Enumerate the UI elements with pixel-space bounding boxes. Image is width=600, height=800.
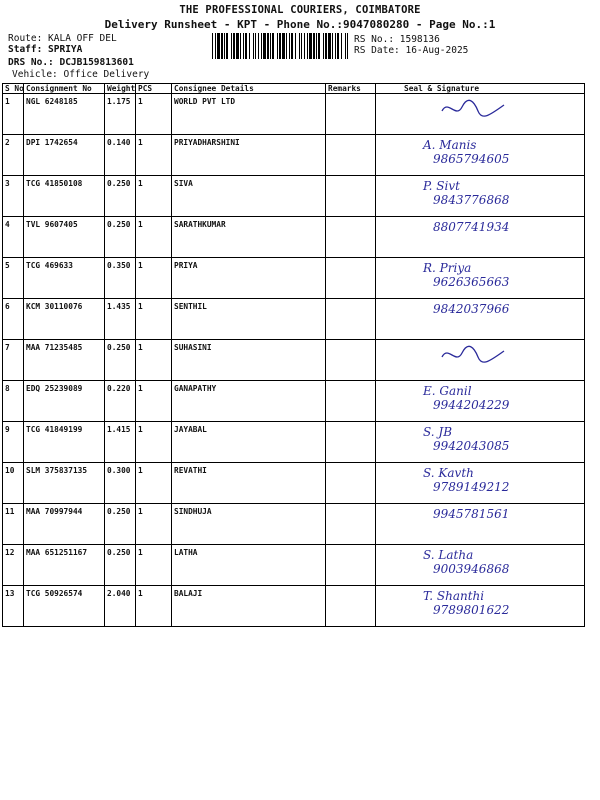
signature-phone: 9945781561	[433, 507, 510, 521]
signature-name: T. Shanthi	[423, 589, 485, 603]
table-row	[3, 586, 585, 627]
signature-phone: 9789801622	[433, 603, 510, 617]
consignment-cell: TVL 9607405	[24, 217, 105, 258]
sno-cell: 13	[3, 586, 24, 627]
consignment-cell: TCG 41850108	[24, 176, 105, 217]
pcs-cell: 1	[136, 176, 172, 217]
col-consignee-header: Consignee Details	[172, 84, 326, 94]
signature-cell	[376, 422, 585, 463]
remarks-cell	[326, 504, 376, 545]
sno-cell: 1	[3, 94, 24, 135]
remarks-cell	[326, 586, 376, 627]
staff-label: Staff: SPRIYA	[8, 44, 83, 55]
signature-cell	[376, 135, 585, 176]
pcs-cell: 1	[136, 94, 172, 135]
barcode-image	[212, 33, 350, 59]
consignment-cell: MAA 70997944	[24, 504, 105, 545]
signature-name: P. Sivt	[423, 179, 460, 193]
weight-cell: 1.415	[105, 422, 136, 463]
table-header-row	[3, 84, 585, 94]
sno-cell: 10	[3, 463, 24, 504]
signature-phone: 8807741934	[433, 220, 510, 234]
consignee-cell: PRIYA	[172, 258, 326, 299]
signature-phone: 9865794605	[433, 152, 510, 166]
table-row	[3, 504, 585, 545]
table-row	[3, 94, 585, 135]
rs-number: RS No.: 1598136	[354, 34, 440, 45]
signature-cell	[376, 258, 585, 299]
table-row	[3, 545, 585, 586]
table-row	[3, 176, 585, 217]
remarks-cell	[326, 422, 376, 463]
col-seal-header: Seal & Signature	[376, 84, 585, 94]
rs-date: RS Date: 16-Aug-2025	[354, 45, 469, 56]
table-row	[3, 299, 585, 340]
col-sno-header: S No	[3, 84, 24, 94]
consignment-cell: MAA 651251167	[24, 545, 105, 586]
sno-cell: 8	[3, 381, 24, 422]
weight-cell: 0.250	[105, 340, 136, 381]
consignee-cell: REVATHI	[172, 463, 326, 504]
pcs-cell: 1	[136, 299, 172, 340]
consignee-cell: SINDHUJA	[172, 504, 326, 545]
consignee-cell: WORLD PVT LTD	[172, 94, 326, 135]
signature-name: S. JB	[423, 425, 453, 439]
sheet-subtitle: Delivery Runsheet - KPT - Phone No.:9047080280 - Page No.:1	[104, 18, 496, 31]
remarks-cell	[326, 94, 376, 135]
signature-phone: 9003946868	[433, 562, 510, 576]
weight-cell: 0.250	[105, 545, 136, 586]
consignee-cell: GANAPATHY	[172, 381, 326, 422]
signature-cell	[376, 586, 585, 627]
consignee-cell: LATHA	[172, 545, 326, 586]
signature-phone: 9942043085	[433, 439, 510, 453]
table-row	[3, 381, 585, 422]
consignment-cell: TCG 41849199	[24, 422, 105, 463]
consignee-cell: SUHASINI	[172, 340, 326, 381]
drs-number: DRS No.: DCJB159813601	[8, 57, 134, 68]
pcs-cell: 1	[136, 217, 172, 258]
sno-cell: 9	[3, 422, 24, 463]
pcs-cell: 1	[136, 504, 172, 545]
signature-name: E. Ganil	[423, 384, 472, 398]
signature-cell	[376, 94, 585, 135]
signature-cell	[376, 299, 585, 340]
col-pcs-header: PCS	[136, 84, 172, 94]
weight-cell: 0.220	[105, 381, 136, 422]
pcs-cell: 1	[136, 258, 172, 299]
signature-phone: 9843776868	[433, 193, 510, 207]
signature-cell	[376, 176, 585, 217]
consignment-cell: TCG 469633	[24, 258, 105, 299]
sno-cell: 12	[3, 545, 24, 586]
signature-name: S. Latha	[423, 548, 474, 562]
weight-cell: 0.250	[105, 176, 136, 217]
consignment-cell: MAA 71235485	[24, 340, 105, 381]
consignee-cell: JAYABAL	[172, 422, 326, 463]
remarks-cell	[326, 545, 376, 586]
sno-cell: 7	[3, 340, 24, 381]
signature-cell	[376, 340, 585, 381]
pcs-cell: 1	[136, 545, 172, 586]
consignee-cell: PRIYADHARSHINI	[172, 135, 326, 176]
consignee-cell: SIVA	[172, 176, 326, 217]
sno-cell: 3	[3, 176, 24, 217]
signature-phone: 9789149212	[433, 480, 510, 494]
table-row	[3, 135, 585, 176]
pcs-cell: 1	[136, 586, 172, 627]
sno-cell: 4	[3, 217, 24, 258]
signature-cell	[376, 463, 585, 504]
signature-scribble	[438, 97, 508, 119]
remarks-cell	[326, 340, 376, 381]
remarks-cell	[326, 217, 376, 258]
consignee-cell: BALAJI	[172, 586, 326, 627]
signature-cell	[376, 545, 585, 586]
table-row	[3, 340, 585, 381]
signature-name: S. Kavth	[423, 466, 474, 480]
weight-cell: 0.350	[105, 258, 136, 299]
sno-cell: 5	[3, 258, 24, 299]
remarks-cell	[326, 463, 376, 504]
sno-cell: 2	[3, 135, 24, 176]
remarks-cell	[326, 299, 376, 340]
remarks-cell	[326, 135, 376, 176]
pcs-cell: 1	[136, 381, 172, 422]
weight-cell: 0.250	[105, 504, 136, 545]
signature-phone: 9944204229	[433, 398, 510, 412]
sheet-title: THE PROFESSIONAL COURIERS, COIMBATORE	[179, 4, 421, 16]
signature-scribble	[438, 343, 508, 365]
col-remarks-header: Remarks	[326, 84, 376, 94]
signature-phone: 9626365663	[433, 275, 510, 289]
pcs-cell: 1	[136, 135, 172, 176]
vehicle-label: Vehicle: Office Delivery	[12, 69, 150, 80]
signature-cell	[376, 381, 585, 422]
table-row	[3, 463, 585, 504]
remarks-cell	[326, 381, 376, 422]
consignment-cell: EDQ 25239089	[24, 381, 105, 422]
col-weight-header: Weight	[105, 84, 136, 94]
weight-cell: 1.175	[105, 94, 136, 135]
col-consignment-header: Consignment No	[24, 84, 105, 94]
pcs-cell: 1	[136, 463, 172, 504]
consignee-cell: SARATHKUMAR	[172, 217, 326, 258]
consignment-cell: TCG 50926574	[24, 586, 105, 627]
consignee-cell: SENTHIL	[172, 299, 326, 340]
table-row	[3, 422, 585, 463]
signature-name: R. Priya	[423, 261, 472, 275]
consignment-cell: DPI 1742654	[24, 135, 105, 176]
signature-name: A. Manis	[423, 138, 477, 152]
pcs-cell: 1	[136, 340, 172, 381]
weight-cell: 1.435	[105, 299, 136, 340]
weight-cell: 0.140	[105, 135, 136, 176]
weight-cell: 2.040	[105, 586, 136, 627]
weight-cell: 0.300	[105, 463, 136, 504]
remarks-cell	[326, 258, 376, 299]
consignment-cell: SLM 375837135	[24, 463, 105, 504]
sno-cell: 6	[3, 299, 24, 340]
table-row	[3, 258, 585, 299]
runsheet-table	[2, 83, 585, 627]
consignment-cell: KCM 30110076	[24, 299, 105, 340]
weight-cell: 0.250	[105, 217, 136, 258]
remarks-cell	[326, 176, 376, 217]
consignment-cell: NGL 6248185	[24, 94, 105, 135]
route-label: Route: KALA OFF DEL	[8, 33, 117, 44]
pcs-cell: 1	[136, 422, 172, 463]
signature-phone: 9842037966	[433, 302, 510, 316]
signature-cell	[376, 504, 585, 545]
sno-cell: 11	[3, 504, 24, 545]
table-row	[3, 217, 585, 258]
signature-cell	[376, 217, 585, 258]
